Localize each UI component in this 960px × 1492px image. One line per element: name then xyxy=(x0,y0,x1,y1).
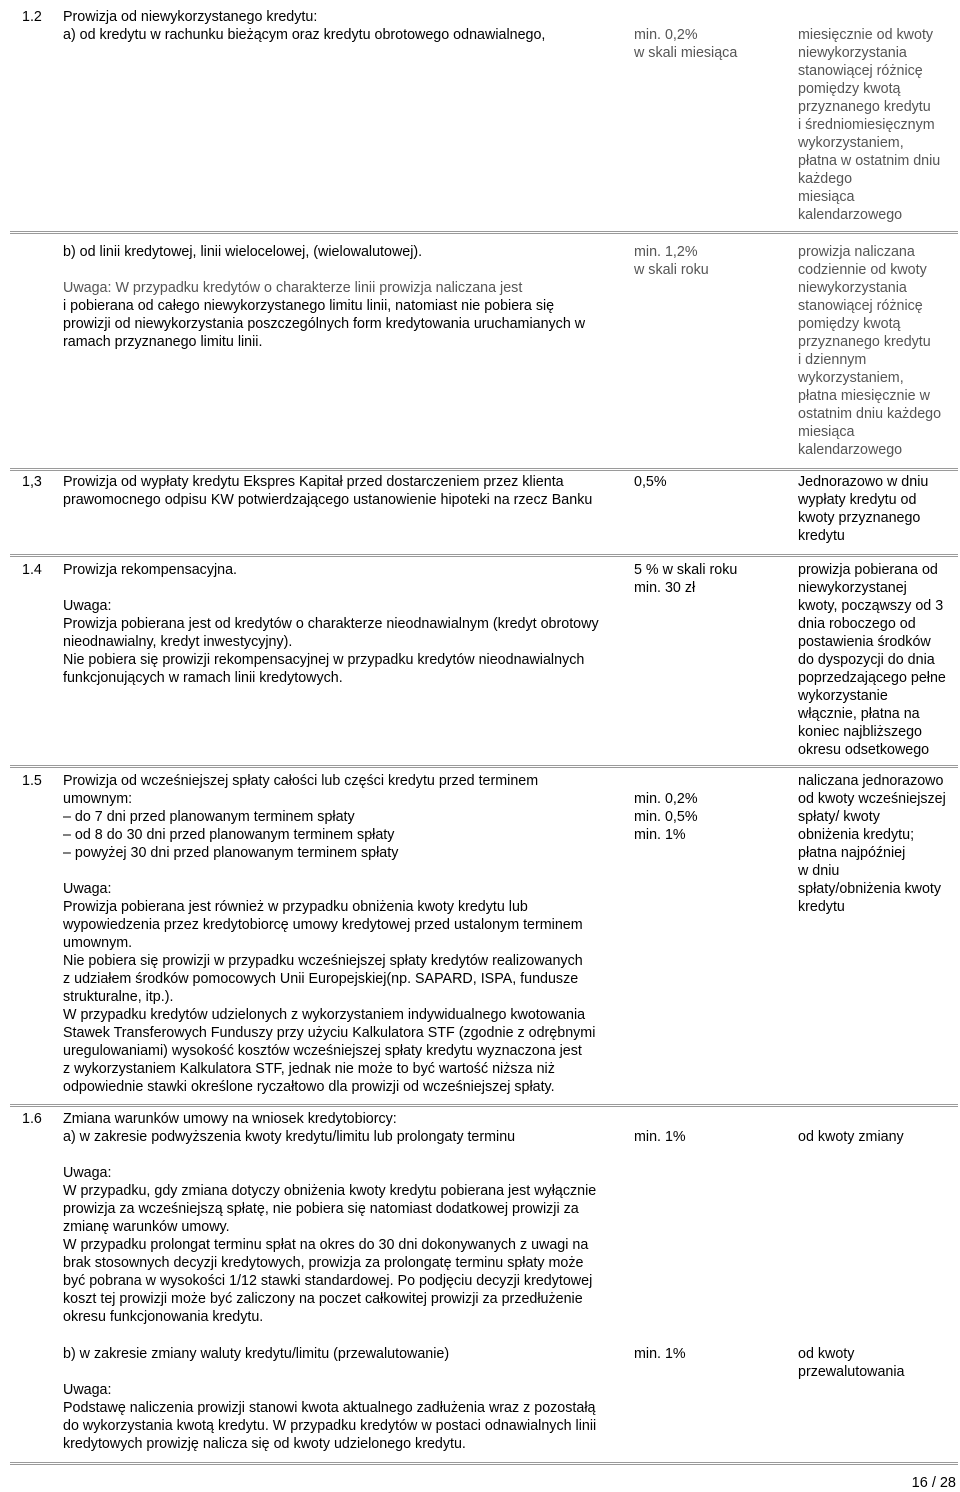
description-line: b) w zakresie zmiany waluty kredytu/limitu (przewalutowanie) xyxy=(63,1346,450,1362)
charging-terms-line: wykorzystanie xyxy=(798,688,888,704)
charging-terms-line: od kwoty wcześniejszej xyxy=(798,791,946,807)
charging-terms-line: poprzedzającego pełne xyxy=(798,670,946,686)
description-line: do wykorzystania kwotą kredytu. W przypadku kredytów w postaci odnawialnych linii xyxy=(63,1418,597,1434)
description-line: – od 8 do 30 dni przed planowanym terminem spłaty xyxy=(63,827,395,843)
rate-line: min. 1% xyxy=(634,1346,686,1362)
charging-terms-line: okresu odsetkowego xyxy=(798,742,930,758)
charging-terms-line: kwoty przyznanego xyxy=(798,510,921,526)
description-line: nieodnawialny, kredyt inwestycyjny). xyxy=(63,634,293,650)
rate-line: 5 % w skali roku xyxy=(634,562,738,578)
description-line: W przypadku, gdy zmiana dotyczy obniżenia kwoty kredytu pobierana jest wyłącznie xyxy=(63,1183,597,1199)
charging-terms-line: kredytu xyxy=(798,528,845,544)
row-divider xyxy=(10,468,958,471)
description-line: Prowizja pobierana jest od kredytów o charakterze nieodnawialnym (kredyt obrotowy xyxy=(63,616,599,632)
description-line: Nie pobiera się prowizji rekompensacyjnej w przypadku kredytów nieodnawialnych xyxy=(63,652,585,668)
description-line: Stawek Transferowych Funduszy przy użyciu Kalkulatora STF (zgodnie z odrębnymi xyxy=(63,1025,596,1041)
description-line: Nie pobiera się prowizji w przypadku wcześniejszej spłaty kredytów realizowanych xyxy=(63,953,583,969)
charging-terms-line: do dyspozycji do dnia xyxy=(798,652,935,668)
rate-line: w skali roku xyxy=(634,262,709,278)
charging-terms-line: przewalutowania xyxy=(798,1364,905,1380)
description-line: brak stosownych decyzji kredytowych, prowizja za prolongatę terminu spłaty może xyxy=(63,1255,584,1271)
charging-terms-line: spłaty/obniżenia kwoty xyxy=(798,881,942,897)
charging-terms-line: każdego xyxy=(798,171,853,187)
charging-terms-line: dnia roboczego od xyxy=(798,616,916,632)
charging-terms-line: spłaty/ kwoty xyxy=(798,809,880,825)
charging-terms-line: codziennie od kwoty xyxy=(798,262,927,278)
rate-line: min. 1% xyxy=(634,1129,686,1145)
rate-line: min. 0,5% xyxy=(634,809,698,825)
charging-terms-line: płatna miesięcznie w xyxy=(798,388,930,404)
description-line: kredytowych prowizję nalicza się od kwoty udzielonego kredytu. xyxy=(63,1436,466,1452)
description-line: umownym: xyxy=(63,791,133,807)
description-line: wypowiedzenia przez kredytobiorcę umowy kredytowej przed ustalonym terminem xyxy=(63,917,583,933)
description-line: Uwaga: xyxy=(63,598,112,614)
description-line: Prowizja od wcześniejszej spłaty całości lub części kredytu przed terminem xyxy=(63,773,539,789)
row-divider xyxy=(10,1462,958,1465)
description-line: a) od kredytu w rachunku bieżącym oraz kredytu obrotowego odnawialnego, xyxy=(63,27,546,43)
rate-line: min. 0,2% xyxy=(634,791,698,807)
charging-terms-line: i średniomiesięcznym xyxy=(798,117,935,133)
description-line: prowizji od niewykorzystania poszczególnych form kredytowania uruchamianych w xyxy=(63,316,586,332)
description-line: a) w zakresie podwyższenia kwoty kredytu/limitu lub prolongaty terminu xyxy=(63,1129,516,1145)
charging-terms-line: kredytu xyxy=(798,899,845,915)
row-divider xyxy=(10,1104,958,1107)
description-line: zmianę warunków umowy. xyxy=(63,1219,230,1235)
description-line: ramach przyznanego limitu linii. xyxy=(63,334,263,350)
description-line: Uwaga: xyxy=(63,1382,112,1398)
description-line: Zmiana warunków umowy na wniosek kredytobiorcy: xyxy=(63,1111,397,1127)
row-divider xyxy=(10,554,958,557)
page-number: 16 / 28 xyxy=(911,1475,956,1491)
row-number: 1.2 xyxy=(22,9,42,25)
charging-terms-line: niewykorzystania xyxy=(798,280,907,296)
rate-line: min. 0,2% xyxy=(634,27,698,43)
charging-terms-line: przyznanego kredytu xyxy=(798,334,931,350)
description-line: Uwaga: xyxy=(63,1165,112,1181)
charging-terms-line: i dziennym xyxy=(798,352,867,368)
rate-line: min. 1% xyxy=(634,827,686,843)
row-divider xyxy=(10,231,958,234)
description-line: umownym. xyxy=(63,935,133,951)
description-line: strukturalne, itp.). xyxy=(63,989,174,1005)
rate-line: w skali miesiąca xyxy=(634,45,738,61)
charging-terms-line: kalendarzowego xyxy=(798,207,903,223)
charging-terms-line: obniżenia kredytu; xyxy=(798,827,915,843)
charging-terms-line: stanowiącej różnicę xyxy=(798,298,923,314)
charging-terms-line: naliczana jednorazowo xyxy=(798,773,944,789)
charging-terms-line: wykorzystaniem, xyxy=(798,135,904,151)
charging-terms-line: wykorzystaniem, xyxy=(798,370,904,386)
charging-terms-line: stanowiącej różnicę xyxy=(798,63,923,79)
description-line: Prowizja rekompensacyjna. xyxy=(63,562,238,578)
charging-terms-line: przyznanego kredytu xyxy=(798,99,931,115)
description-line: Podstawę naliczenia prowizji stanowi kwota aktualnego zadłużenia wraz z pozostałą xyxy=(63,1400,596,1416)
description-line: W przypadku prolongat terminu spłat na okres do 30 dni dokonywanych z uwagi na xyxy=(63,1237,589,1253)
charging-terms-line: koniec najbliższego xyxy=(798,724,922,740)
charging-terms-line: od kwoty xyxy=(798,1346,855,1362)
row-number: 1.4 xyxy=(22,562,42,578)
charging-terms-line: pomiędzy kwotą xyxy=(798,81,901,97)
description-line: W przypadku kredytów udzielonych z wykorzystaniem indywidualnego kwotowania xyxy=(63,1007,586,1023)
charging-terms-line: pomiędzy kwotą xyxy=(798,316,901,332)
row-number: 1.6 xyxy=(22,1111,42,1127)
description-line: i pobierana od całego niewykorzystanego limitu linii, natomiast nie pobiera się xyxy=(63,298,555,314)
description-line: b) od linii kredytowej, linii wielocelowej, (wielowalutowej). xyxy=(63,244,423,260)
description-line: koszt tej prowizji może być zaliczony na poczet całkowitej prowizji za przedłużenie xyxy=(63,1291,583,1307)
charging-terms-line: ostatnim dniu każdego xyxy=(798,406,942,422)
description-line: Prowizja pobierana jest również w przypadku obniżenia kwoty kredytu lub xyxy=(63,899,528,915)
description-line: odpowiednie stawki określone ryczałtowo dla prowizji od wcześniejszej spłaty. xyxy=(63,1079,555,1095)
description-line: Prowizja od wypłaty kredytu Ekspres Kapitał przed dostarczeniem przez klienta xyxy=(63,474,564,490)
rate-line: min. 1,2% xyxy=(634,244,698,260)
charging-terms-line: kwoty, począwszy od 3 xyxy=(798,598,944,614)
charging-terms-line: niewykorzystania xyxy=(798,45,907,61)
charging-terms-line: w dniu xyxy=(798,863,840,879)
charging-terms-line: miesięcznie od kwoty xyxy=(798,27,934,43)
charging-terms-line: prowizja pobierana od xyxy=(798,562,938,578)
description-line: prawomocnego odpisu KW potwierdzającego ustanowienie hipoteki na rzecz Banku xyxy=(63,492,593,508)
charging-terms-line: płatna najpóźniej xyxy=(798,845,906,861)
description-line: funkcjonujących w ramach linii kredytowych. xyxy=(63,670,343,686)
rate-line: 0,5% xyxy=(634,474,667,490)
rate-line: min. 30 zł xyxy=(634,580,696,596)
charging-terms-line: płatna w ostatnim dniu xyxy=(798,153,941,169)
row-divider xyxy=(10,765,958,768)
charging-terms-line: prowizja naliczana xyxy=(798,244,915,260)
charging-terms-line: od kwoty zmiany xyxy=(798,1129,904,1145)
description-line: Uwaga: W przypadku kredytów o charakterze linii prowizja naliczana jest xyxy=(63,280,523,296)
description-line: Prowizja od niewykorzystanego kredytu: xyxy=(63,9,318,25)
description-line: prowizja za wcześniejszą spłatę, nie pobiera się natomiast dodatkowej prowizji za xyxy=(63,1201,579,1217)
row-number: 1.5 xyxy=(22,773,42,789)
charging-terms-line: postawienia środków xyxy=(798,634,931,650)
charging-terms-line: niewykorzystanej xyxy=(798,580,907,596)
row-number: 1,3 xyxy=(22,474,42,490)
charging-terms-line: Jednorazowo w dniu xyxy=(798,474,929,490)
description-line: uregulowaniami) wysokość kosztów wcześniejszej spłaty kredytu wyznaczona jest xyxy=(63,1043,582,1059)
charging-terms-line: miesiąca xyxy=(798,189,855,205)
charging-terms-line: miesiąca xyxy=(798,424,855,440)
description-line: z wykorzystaniem Kalkulatora STF, jednak nie może to być wartość niższa niż xyxy=(63,1061,555,1077)
charging-terms-line: wypłaty kredytu od xyxy=(798,492,917,508)
description-line: okresu funkcjonowania kredytu. xyxy=(63,1309,264,1325)
description-line: z udziałem środków pomocowych Unii Europejskiej(np. SAPARD, ISPA, fundusze xyxy=(63,971,579,987)
charging-terms-line: włącznie, płatna na xyxy=(798,706,920,722)
description-line: być pobrana w wysokości 1/12 stawki standardowej. Po podjęciu decyzji kredytowej xyxy=(63,1273,593,1289)
description-line: – powyżej 30 dni przed planowanym terminem spłaty xyxy=(63,845,399,861)
description-line: – do 7 dni przed planowanym terminem spłaty xyxy=(63,809,355,825)
charging-terms-line: kalendarzowego xyxy=(798,442,903,458)
description-line: Uwaga: xyxy=(63,881,112,897)
